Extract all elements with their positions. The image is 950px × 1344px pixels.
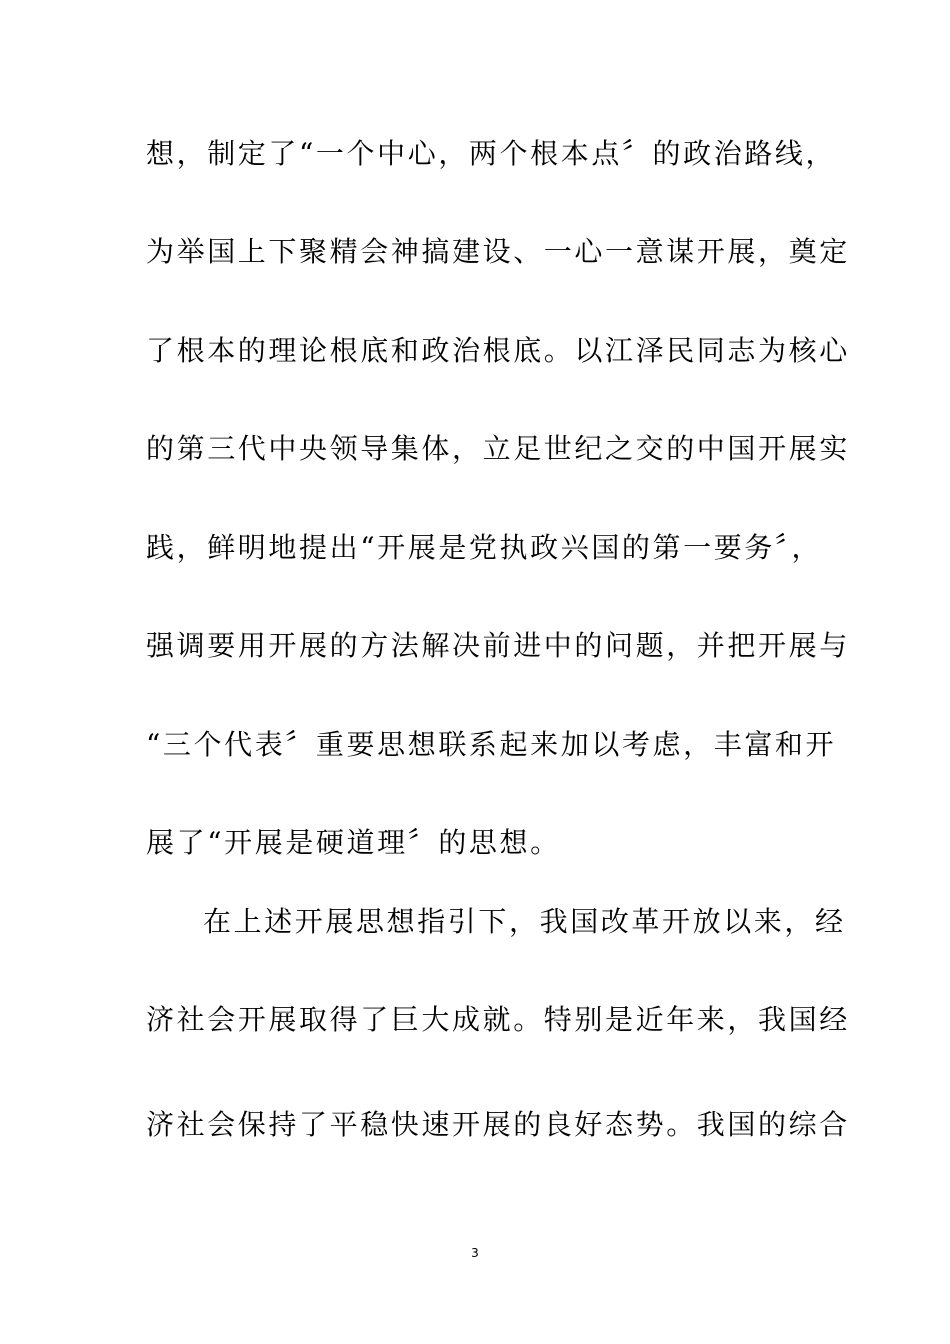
text-line: 济社会开展取得了巨大成就。特别是近年来，我国经 [146, 1003, 850, 1036]
text-line: 了根本的理论根底和政治根底。以江泽民同志为核心 [146, 334, 850, 367]
text-line: 济社会保持了平稳快速开展的良好态势。我国的综合 [146, 1108, 850, 1141]
text-line: “三个代表〞重要思想联系起来加以考虑，丰富和开 [146, 728, 837, 761]
text-line: 强调要用开展的方法解决前进中的问题，并把开展与 [146, 629, 850, 662]
page-number: 3 [471, 1246, 479, 1260]
text-line: 为举国上下聚精会神搞建设、一心一意谋开展，奠定 [146, 235, 850, 268]
text-line: 展了“开展是硬道理〞的思想。 [146, 826, 561, 859]
text-line: 想，制定了“一个中心，两个根本点〞的政治路线， [146, 137, 837, 170]
text-line: 的第三代中央领导集体，立足世纪之交的中国开展实 [146, 432, 850, 465]
paragraph-first-line: 在上述开展思想指引下，我国改革开放以来，经 [203, 905, 846, 938]
text-line: 践，鲜明地提出“开展是党执政兴国的第一要务〞， [146, 531, 823, 564]
